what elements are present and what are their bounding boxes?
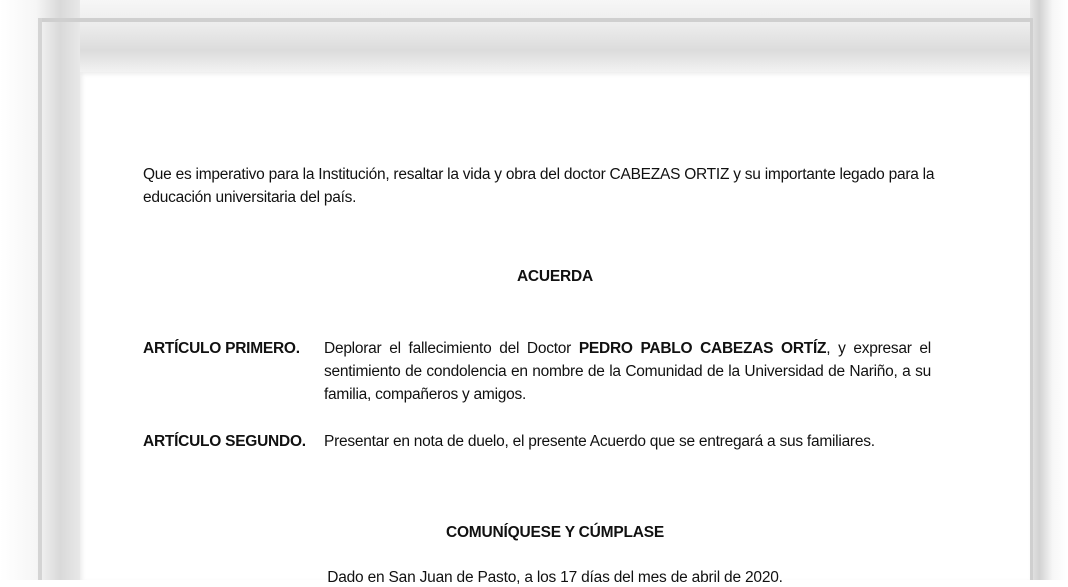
heading-comuniquese: COMUNÍQUESE Y CÚMPLASE [445,524,665,541]
article-primero-text [324,337,931,406]
article-primero-label: ARTÍCULO PRIMERO. [143,340,300,357]
frame-inner-edge-top [38,18,1033,22]
article-primero [143,337,933,407]
heading-acuerda: ACUERDA [516,268,594,285]
deceased-name: PEDRO PABLO CABEZAS ORTÍZ [578,340,827,357]
intro-paragraph: Que es imperativo para la Institución, resaltar la vida y obra del doctor CABEZAS ORTIZ y su importante legado para la educación universitaria del país. [143,166,935,206]
article-segundo [143,430,933,478]
article-segundo-body: Presentar en nota de duelo, el presente Acuerdo que se entregará a sus familiares. [324,433,875,450]
article-segundo-text [324,430,931,453]
frame-top-rail [0,0,1068,72]
frame-right-rail [1030,0,1068,580]
frame-inner-edge-left [38,18,42,580]
closing-line: Dado en San Juan de Pasto, a los 17 días del mes de abril de 2020. [327,569,783,586]
article-primero-text-before: Deplorar el fallecimiento del Doctor [324,340,572,357]
document-paper [80,72,1030,580]
frame-inner-edge-right [1030,18,1033,580]
article-segundo-label: ARTÍCULO SEGUNDO. [143,433,306,450]
article-primero-text-after: , y expresar el sentimiento de condolencia en nombre de la Comunidad de la Universidad de Nariño, a su familia, compañeros y amigos. [324,340,931,403]
